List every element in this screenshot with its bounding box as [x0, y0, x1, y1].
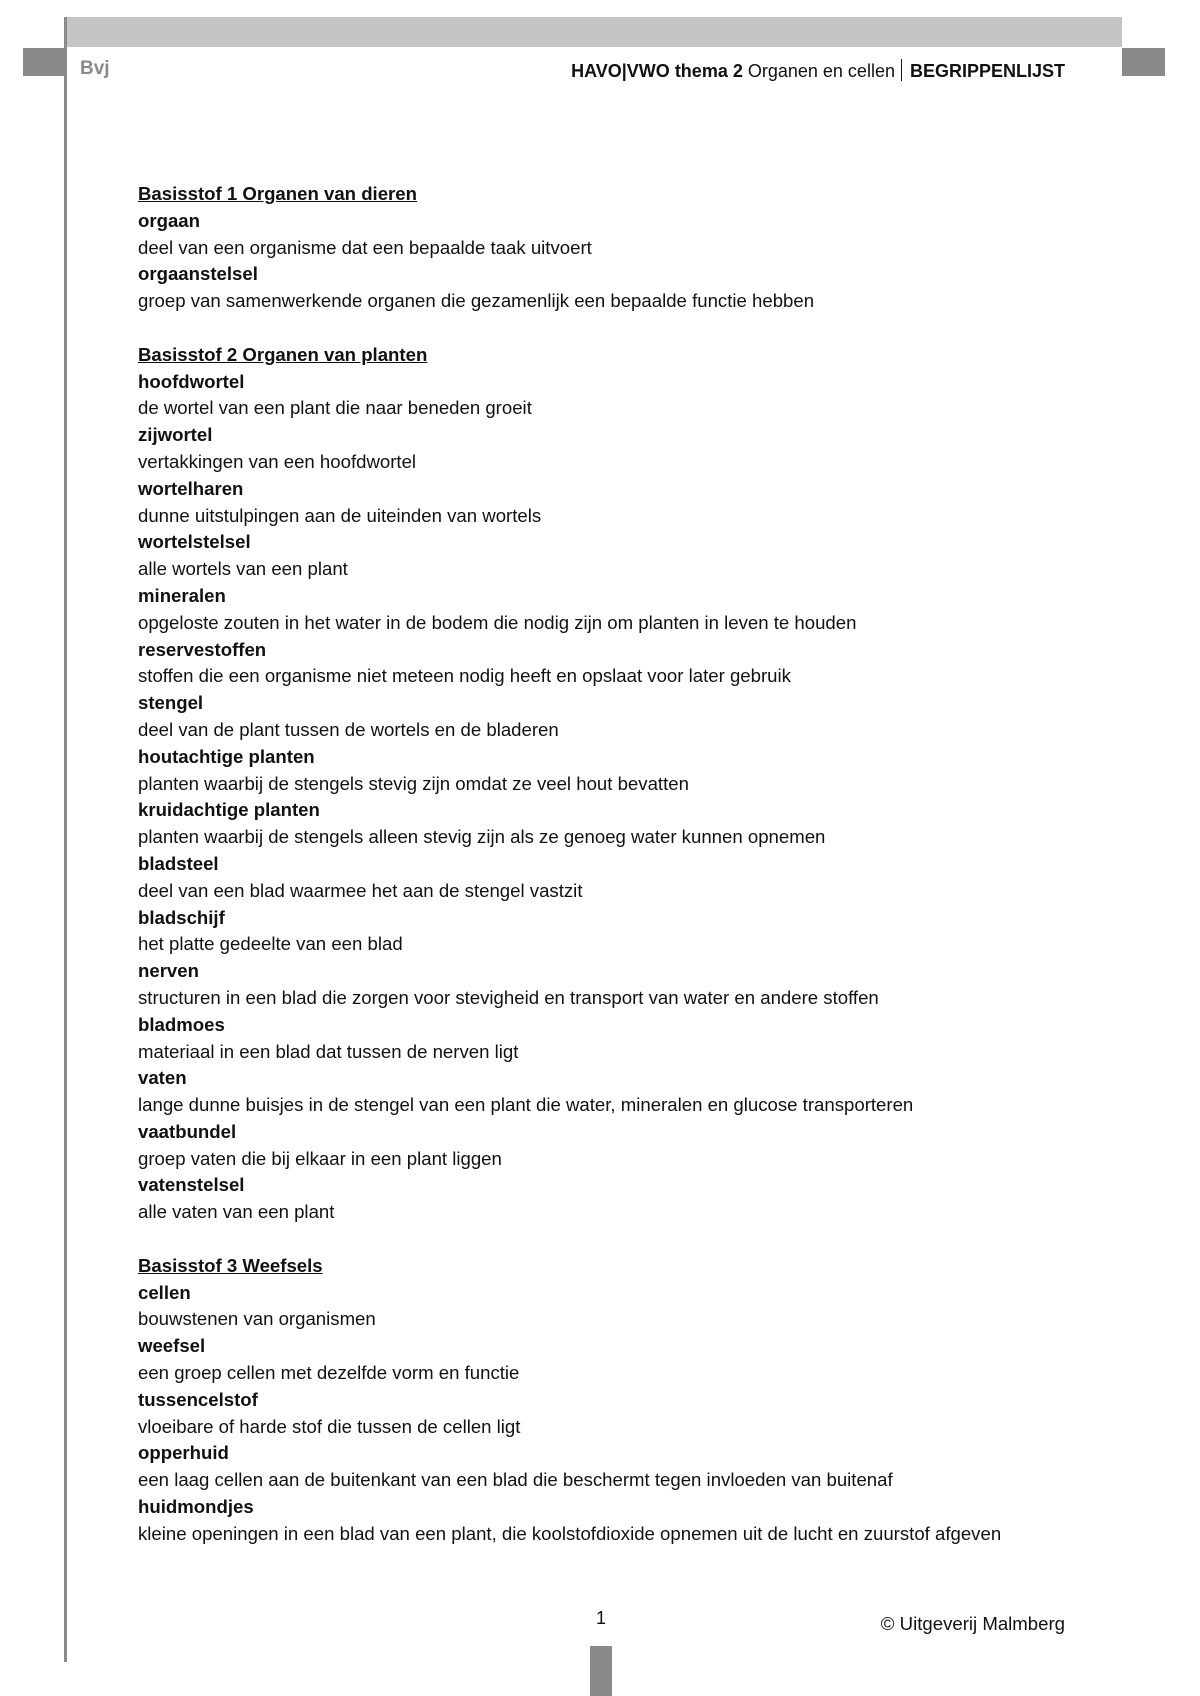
glossary-term: nerven — [138, 960, 199, 982]
glossary-definition: groep van samenwerkende organen die gezamenlijk een bepaalde functie hebben — [138, 290, 815, 312]
header-left-tab — [23, 48, 65, 76]
section-title: Basisstof 2 Organen van planten — [138, 343, 428, 365]
document-type: BEGRIPPENLIJST — [909, 61, 1065, 81]
section-title: Basisstof 3 Weefsels — [138, 1254, 323, 1276]
glossary-section — [138, 181, 1038, 315]
glossary-term: hoofdwortel — [138, 370, 245, 392]
glossary-term: weefsel — [138, 1335, 206, 1357]
glossary-term: bladschijf — [138, 906, 225, 928]
glossary-term: orgaanstelsel — [138, 263, 258, 285]
glossary-content — [138, 181, 1038, 1548]
glossary-definition: lange dunne buisjes in de stengel van een plant die water, mineralen en glucose transporteren — [138, 1094, 914, 1116]
glossary-definition: materiaal in een blad dat tussen de nerven ligt — [138, 1040, 519, 1062]
glossary-section — [138, 1253, 1038, 1548]
glossary-term: houtachtige planten — [138, 745, 315, 767]
glossary-definition: planten waarbij de stengels stevig zijn omdat ze veel hout bevatten — [138, 772, 689, 794]
glossary-term: reservestoffen — [138, 638, 267, 660]
glossary-definition: een laag cellen aan de buitenkant van een blad die beschermt tegen invloeden van buitenaf — [138, 1469, 893, 1491]
glossary-term: bladsteel — [138, 852, 219, 874]
header-right-tab — [1122, 48, 1165, 76]
glossary-definition: kleine openingen in een blad van een plant, die koolstofdioxide opnemen uit de lucht en zuurstof afgeven — [138, 1522, 1002, 1544]
glossary-term: vatenstelsel — [138, 1174, 245, 1196]
glossary-definition: vertakkingen van een hoofdwortel — [138, 450, 417, 472]
glossary-definition: opgeloste zouten in het water in de bodem die nodig zijn om planten in leven te houden — [138, 611, 857, 633]
footer-bottom-tab — [590, 1646, 612, 1696]
course-level: HAVO|VWO — [571, 61, 670, 81]
running-header — [440, 59, 1065, 82]
header-top-bar — [65, 17, 1122, 47]
author-initials: Bvj — [80, 58, 110, 79]
glossary-definition: deel van een blad waarmee het aan de stengel vastzit — [138, 879, 583, 901]
glossary-term: cellen — [138, 1281, 191, 1303]
theme-topic: Organen en cellen — [747, 61, 895, 81]
glossary-definition: dunne uitstulpingen aan de uiteinden van wortels — [138, 504, 542, 526]
glossary-term: huidmondjes — [138, 1496, 254, 1518]
glossary-term: wortelharen — [138, 477, 244, 499]
page-number: 1 — [595, 1608, 606, 1628]
glossary-definition: deel van een organisme dat een bepaalde taak uitvoert — [138, 236, 592, 258]
page-left-rule — [64, 17, 67, 1662]
glossary-term: mineralen — [138, 584, 226, 606]
glossary-definition: structuren in een blad die zorgen voor stevigheid en transport van water en andere stoffen — [138, 986, 879, 1008]
glossary-term: kruidachtige planten — [138, 799, 320, 821]
glossary-term: tussencelstof — [138, 1388, 258, 1410]
glossary-term: stengel — [138, 692, 204, 714]
glossary-definition: vloeibare of harde stof die tussen de cellen ligt — [138, 1415, 521, 1437]
glossary-term: bladmoes — [138, 1013, 225, 1035]
glossary-definition: stoffen die een organisme niet meteen nodig heeft en opslaat voor later gebruik — [138, 665, 791, 687]
copyright-notice: © Uitgeverij Malmberg — [880, 1613, 1065, 1634]
glossary-term: vaten — [138, 1067, 187, 1089]
glossary-term: zijwortel — [138, 424, 213, 446]
glossary-section — [138, 342, 1038, 1226]
glossary-definition: bouwstenen van organismen — [138, 1308, 376, 1330]
glossary-definition: de wortel van een plant die naar beneden groeit — [138, 397, 532, 419]
glossary-definition: alle vaten van een plant — [138, 1201, 335, 1223]
glossary-term: orgaan — [138, 209, 200, 231]
glossary-definition: een groep cellen met dezelfde vorm en functie — [138, 1362, 520, 1384]
glossary-definition: groep vaten die bij elkaar in een plant liggen — [138, 1147, 502, 1169]
glossary-definition: het platte gedeelte van een blad — [138, 933, 403, 955]
glossary-term: wortelstelsel — [138, 531, 251, 553]
glossary-definition: alle wortels van een plant — [138, 558, 348, 580]
glossary-definition: planten waarbij de stengels alleen stevig zijn als ze genoeg water kunnen opnemen — [138, 826, 826, 848]
glossary-term: opperhuid — [138, 1442, 229, 1464]
glossary-term: vaatbundel — [138, 1120, 237, 1142]
glossary-definition: deel van de plant tussen de wortels en de bladeren — [138, 718, 559, 740]
theme-label: thema 2 — [674, 61, 743, 81]
section-title: Basisstof 1 Organen van dieren — [138, 183, 417, 204]
header-separator — [901, 59, 902, 81]
